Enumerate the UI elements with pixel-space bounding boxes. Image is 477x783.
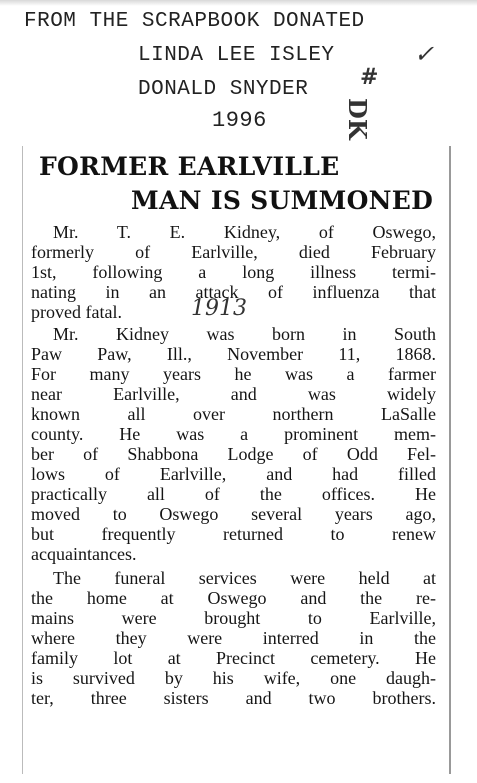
article-line: where they were interred in the bbox=[31, 628, 436, 648]
article-line: practically all of the offices. He bbox=[31, 484, 436, 504]
article-line: Mr. Kidney was born in South bbox=[53, 324, 436, 344]
headline-line-2: MAN IS SUMMONED bbox=[131, 186, 434, 215]
article-line: known all over northern LaSalle bbox=[31, 404, 436, 424]
article-line: nating in an attack of influenza that bbox=[31, 282, 436, 302]
newspaper-clipping bbox=[22, 146, 451, 774]
article-line: 1st, following a long illness termi- bbox=[31, 262, 436, 282]
stamp-annotation: DK bbox=[343, 98, 372, 140]
article-line: lows of Earlville, and had filled bbox=[31, 464, 436, 484]
donor-name-line-2: DONALD SNYDER bbox=[138, 78, 309, 101]
article-line: family lot at Precinct cemetery. He bbox=[31, 648, 436, 668]
article-line: acquaintances. bbox=[31, 544, 137, 564]
article-line: Mr. T. E. Kidney, of Oswego, bbox=[53, 222, 436, 242]
article-line: The funeral services were held at bbox=[53, 568, 436, 588]
article-line: proved fatal. bbox=[31, 302, 122, 322]
headline-line-1: FORMER EARLVILLE bbox=[39, 152, 340, 181]
article-line: the home at Oswego and the re- bbox=[31, 588, 436, 608]
article-line: Paw Paw, Ill., November 11, 1868. bbox=[31, 344, 436, 364]
scan-edge bbox=[0, 0, 477, 6]
article-line: moved to Oswego several years ago, bbox=[31, 504, 436, 524]
article-line: ter, three sisters and two brothers. bbox=[31, 688, 436, 708]
article-line: formerly of Earlville, died February bbox=[31, 242, 436, 262]
article-line: near Earlville, and was widely bbox=[31, 384, 436, 404]
article-line: For many years he was a farmer bbox=[31, 364, 436, 384]
donor-name-line: LINDA LEE ISLEY bbox=[138, 44, 335, 67]
scrapbook-source-line: FROM THE SCRAPBOOK DONATED bbox=[24, 10, 365, 33]
handwritten-year: 1913 bbox=[191, 296, 247, 321]
hash-mark-annotation: # bbox=[360, 64, 379, 90]
article-line: but frequently returned to renew bbox=[31, 524, 436, 544]
article-line: is survived by his wife, one daugh- bbox=[31, 668, 436, 688]
checkmark-annotation: ✓ bbox=[414, 40, 435, 68]
article-line: county. He was a prominent mem- bbox=[31, 424, 436, 444]
article-line: mains were brought to Earlville, bbox=[31, 608, 436, 628]
donation-year: 1996 bbox=[212, 108, 267, 133]
article-line: ber of Shabbona Lodge of Odd Fel- bbox=[31, 444, 436, 464]
